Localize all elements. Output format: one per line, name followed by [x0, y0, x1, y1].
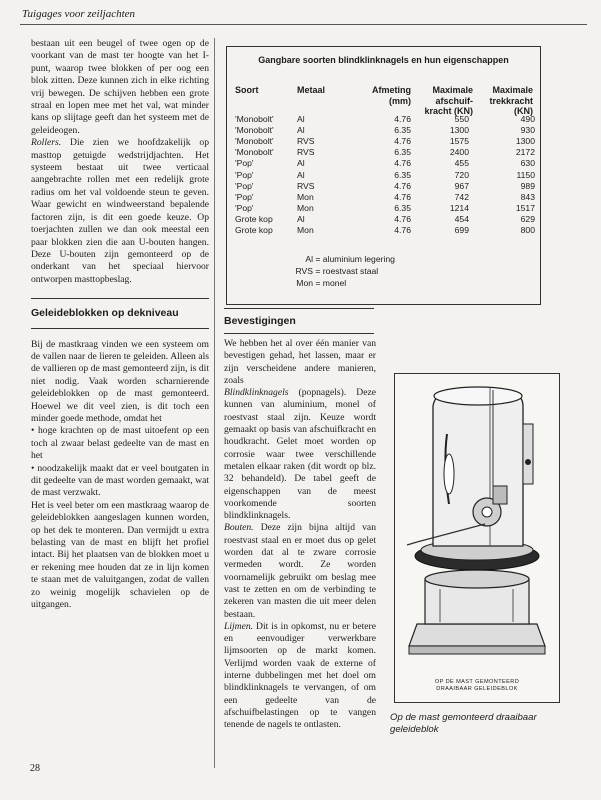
table-cell: 2400 — [449, 147, 469, 158]
table-cell: 4.76 — [394, 158, 411, 169]
table-cell: 699 — [454, 225, 469, 236]
table-cell: 4.76 — [394, 191, 411, 202]
table-cell: RVS — [297, 135, 315, 146]
table-cell: 1300 — [515, 135, 535, 146]
table-cell: 'Monobolt' — [235, 147, 274, 158]
table-cell: 720 — [454, 169, 469, 180]
figure-caption: Op de mast gemonteerd draaibaar geleideblok — [390, 712, 537, 735]
table-cell: 'Monobolt' — [235, 135, 274, 146]
section-heading-box — [31, 298, 209, 328]
table-cell: Al — [297, 124, 305, 135]
table-cell: 930 — [520, 124, 535, 135]
table-cell: Mon — [297, 225, 314, 236]
table-cell: 490 — [520, 113, 535, 124]
middle-paragraph-lijmen: Lijmen. Dit is in opkomst, nu er betere en eenvoudiger verwerkbare lijmsoorten op de markt komen. Verlijmd worden vaak de externe of interne dubbelingen met het doel om blindklinknagels te vervangen, of om een gedeelte van de afschuifbelastingen op te vangen tenende de nagels te ontlasten. — [224, 620, 376, 731]
left-paragraph-rollers — [31, 137, 209, 286]
middle-paragraph-1: We hebben het al over één manier van bevestigen gehad, het lassen, maar er zijn verscheidene andere manieren, zoals — [224, 338, 376, 386]
table-cell: 'Pop' — [235, 203, 254, 214]
figure-inner-caption: OP DE MAST GEMONTEERD DRAAIBAAR GELEIDEBLOK — [434, 679, 520, 692]
table-row — [235, 169, 535, 180]
section-title-bevestigingen: Bevestigingen — [224, 315, 296, 327]
table-cell: 455 — [454, 158, 469, 169]
table-row — [235, 191, 535, 202]
table-cell: Al — [297, 113, 305, 124]
table-cell: RVS — [297, 147, 315, 158]
table-cell: 4.76 — [394, 225, 411, 236]
table-cell: RVS — [297, 180, 315, 191]
bullet-item-2: • noodzakelijk maakt dat er veel boutgaten in dit gedeelte van de mast worden gemaakt, wat de mast verzwakt. — [31, 462, 209, 499]
table-cell: 'Pop' — [235, 180, 254, 191]
table-cell: Grote kop — [235, 214, 273, 225]
left-paragraph-3: Het is veel beter om een mastkraag waarop de geleideblokken aangeslagen kunnen worden, op het dek te monteren. Dan vermijdt u extra belasting van de mast en blijft het profiel intact. Bij het plaatsen van de blokken moet u er rekening mee houden dat ze in lijn komen te staan met de valuitgangen, zodat de vallen zo weinig mogelijk schavielen op de uitgangen. — [31, 499, 209, 611]
table-cell: 4.76 — [394, 214, 411, 225]
rivet-table — [235, 113, 535, 236]
rollers-text: Die zien we hoofdzakelijk op masttop getuigde wedstrijdjachten. Het systeem bestaat uit twee verticaal aangebrachte rollen met een redelijk grote radius om het val voldoende steun te geven. Waar gewicht en windweerstand bepalende factoren zijn, is dit een goede keuze. Op toerjachten zullen we dan ook meestal een paar blokken zien die aan U-bouten hangen. Deze U-bouten zijn gemonteerd op de onderkant van het speciaal hiervoor ontworpen masttopbeslag. — [31, 137, 209, 285]
left-paragraph-1: bestaan uit een beugel of twee ogen op de voorkant van de mast ter hoogte van het I-punt, waarop twee blokken of per oog een blok zitten. Deze kunnen zich in elke richting vrij bewegen. De schijven hebben een grote straal en lopen mee met het val, wat minder kans op slijtage geeft dan het systeem met de geleideogen. — [31, 38, 209, 136]
table-cell: 4.76 — [394, 180, 411, 191]
table-cell: 1214 — [449, 203, 469, 214]
table-cell: 'Pop' — [235, 169, 254, 180]
table-cell: 2172 — [515, 147, 535, 158]
legend-row-al: Al = aluminium legering — [305, 254, 395, 264]
section-heading-bevestigingen-box — [224, 308, 374, 334]
section-title-geleideblokken: Geleideblokken op dekniveau — [31, 307, 179, 320]
table-cell: 6.35 — [394, 203, 411, 214]
header-rule — [20, 24, 587, 25]
table-cell: Grote kop — [235, 225, 273, 236]
table-row — [235, 124, 535, 135]
middle-paragraph-bouten: Bouten. Deze zijn bijna altijd van roestvast staal en er moet dus op gelet worden dat al te zware corrosie vermeden wordt. Ze worden voornamelijk gebruikt om beslag mee vast te zetten en om de verbinding te zekeren van masten die uit meer delen bestaan. — [224, 522, 376, 620]
table-cell: Al — [297, 158, 305, 169]
header-afschuifkracht: Maximale afschuif- kracht (KN) — [424, 85, 473, 116]
table-cell: 967 — [454, 180, 469, 191]
blind-label: Blindklinknagels — [224, 387, 289, 399]
table-cell: 6.35 — [394, 169, 411, 180]
table-cell: Al — [297, 169, 305, 180]
table-cell: 1517 — [515, 203, 535, 214]
middle-paragraph-blind: Blindklinknagels (popnagels). Deze kunnen van aluminium, monel of roestvast staal zijn. Keuze wordt gemaakt op basis van afschuifkracht en houdkracht. Gelet moet worden op corrosie waar twee verschillende metalen elkaar raken (dit wordt op blz. 32 behandeld). De tabel geeft de eigenschappen van de meest voorkomende soorten blindklinknagels. — [224, 387, 376, 522]
table-cell: 800 — [520, 225, 535, 236]
table-row — [235, 113, 535, 124]
table-cell: 6.35 — [394, 147, 411, 158]
bouten-label: Bouten. — [224, 522, 254, 534]
table-cell: 'Monobolt' — [235, 113, 274, 124]
table-row — [235, 225, 535, 236]
rollers-label: Rollers. — [31, 137, 62, 149]
table-title: Gangbare soorten blindklinknagels en hun eigenschappen — [258, 55, 509, 65]
header-afmeting: Afmeting (mm) — [372, 85, 411, 106]
table-row — [235, 203, 535, 214]
column-divider — [214, 38, 215, 768]
lijmen-label: Lijmen. — [224, 620, 254, 632]
table-cell: 454 — [454, 214, 469, 225]
figure-box — [394, 373, 560, 703]
table-cell: 843 — [520, 191, 535, 202]
table-row — [235, 147, 535, 158]
table-cell: 630 — [520, 158, 535, 169]
table-cell: 'Monobolt' — [235, 124, 274, 135]
table-cell: 742 — [454, 191, 469, 202]
table-cell: Mon — [297, 203, 314, 214]
table-cell: 'Pop' — [235, 158, 254, 169]
running-head: Tuigages voor zeiljachten — [22, 8, 136, 20]
left-paragraph-2: Bij de mastkraag vinden we een systeem om de vallen naar de lieren te geleiden. Alleen als de vallieren op de mast gemonteerd zijn, is dit niet nodig. Vaak worden scharnierende geleideblokken op de mast gemonteerd. Hoewel we dit veel zien, is dit toch een minder goede methode, omdat het — [31, 338, 209, 424]
table-legend — [283, 253, 395, 289]
bullet-item-1: • hoge krachten op de mast uitoefent op een toch al zwaar belast gedeelte van de mast en het — [31, 425, 209, 462]
middle-column — [224, 338, 376, 732]
table-row — [235, 180, 535, 191]
legend-row-rvs: RVS = roestvast staal — [295, 266, 379, 276]
table-cell: 1150 — [516, 169, 535, 180]
mast-block-illustration — [395, 374, 559, 674]
table-cell: 6.35 — [394, 124, 411, 135]
table-cell: 4.76 — [394, 135, 411, 146]
table-row — [235, 158, 535, 169]
header-metaal: Metaal — [297, 85, 326, 95]
legend-row-mon: Mon = monel — [296, 278, 347, 288]
header-soort: Soort — [235, 85, 259, 95]
rivet-table-box — [226, 46, 541, 305]
table-cell: 1300 — [449, 124, 469, 135]
table-cell: 'Pop' — [235, 191, 254, 202]
table-cell: Mon — [297, 191, 314, 202]
table-cell: 4.76 — [394, 113, 411, 124]
page-number: 28 — [30, 763, 40, 774]
table-cell: Al — [297, 214, 305, 225]
header-trekkracht: Maximale trekkracht (KN) — [489, 85, 533, 116]
table-cell: 629 — [520, 214, 535, 225]
table-cell: 550 — [454, 113, 469, 124]
table-cell: 1575 — [449, 135, 469, 146]
left-column — [31, 38, 209, 611]
table-row — [235, 214, 535, 225]
table-row — [235, 135, 535, 146]
table-cell: 989 — [520, 180, 535, 191]
